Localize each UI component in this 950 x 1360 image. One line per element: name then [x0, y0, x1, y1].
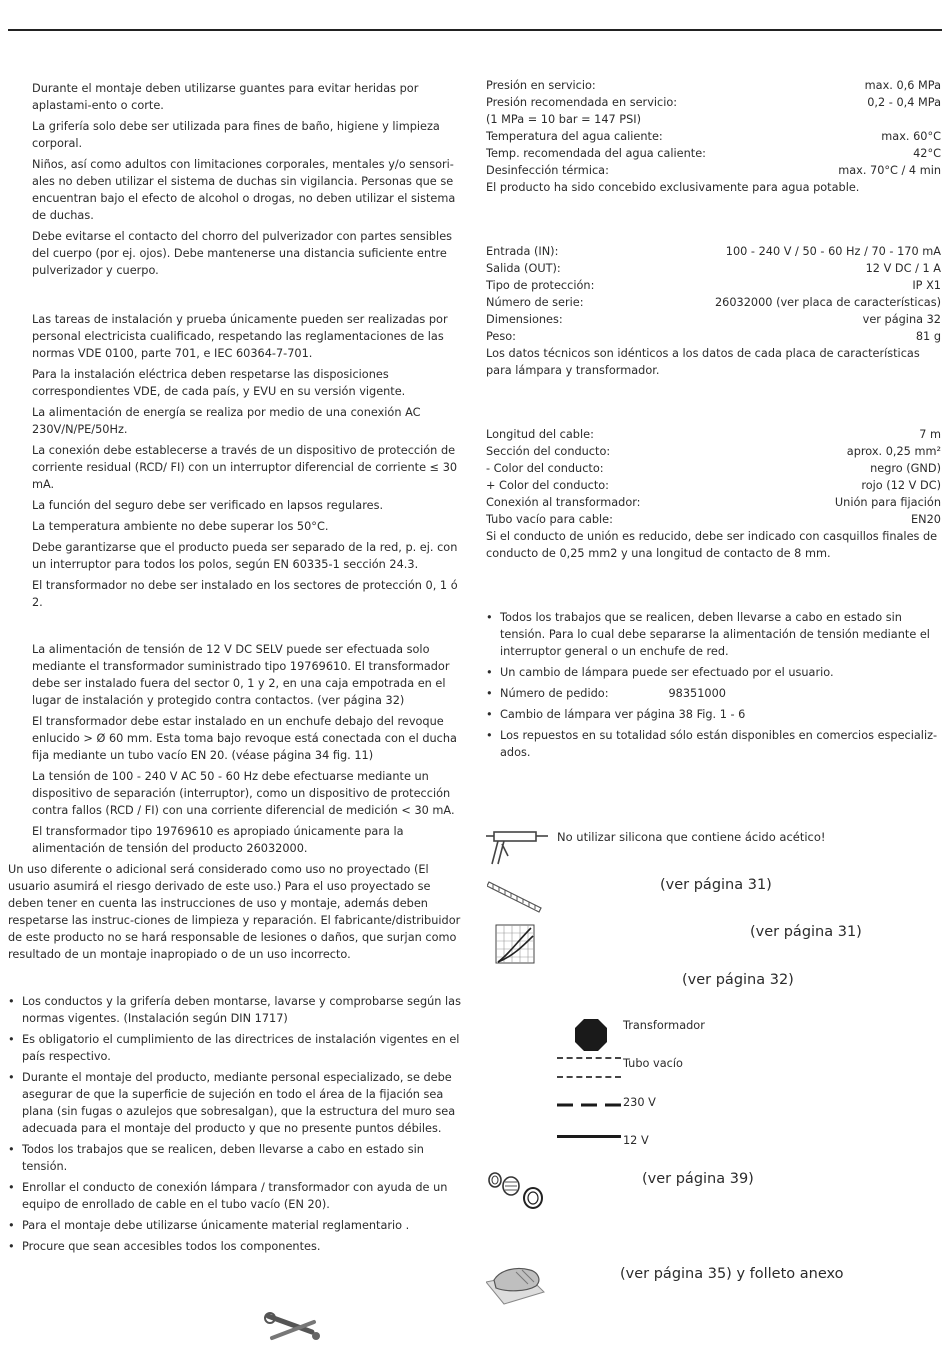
electrical-text: Las tareas de instalación y prueba únicamente pueden ser realizadas por personal electricista cualificado, respetando las reglamentaciones de las normas VDE 0100, parte 701, e IEC 60364-7-701.	[32, 313, 448, 360]
intended-use-text: Un uso diferente o adicional será considerado como uso no proyectado (El usuario asumirá el riesgo derivado de este uso.) Para el uso proyectado se deben tener en cuenta las instrucciones de uso y montaje, además deben respetarse las instruc-ciones de limpieza y reparación. El fabricante/distribuidor de este producto no se hará responsable de lesiones o daños, que surjan como resultado de un montaje inapropiado o de un uso incorrecto.	[8, 863, 461, 961]
spec-label: Sección del conducto:	[486, 445, 611, 458]
spec-label: + Color del conducto:	[486, 479, 609, 492]
spec-label: Temp. recomendada del agua caliente:	[486, 147, 706, 160]
safety-text: Debe evitarse el contacto del chorro del pulverizador con partes sensibles del cuerpo (por ej. ojos). Debe mantenerse una distancia suficiente entre pulverizador y cuerpo.	[32, 230, 453, 277]
silicone-gun-icon	[486, 828, 554, 873]
top-rule	[8, 29, 942, 31]
safety-text: Niños, así como adultos con limitaciones corporales, mentales y/o sensori-ales no deben utilizar el sistema de duchas sin vigilancia. Personas que se encuentran bajo el efecto de alcohol o drogas, no deben utilizar el sistema de duchas.	[32, 158, 456, 222]
lamp-list	[486, 609, 941, 761]
supply-text: El transformador tipo 19769610 es apropiado únicamente para la alimentación de tensión del producto 26032000.	[32, 825, 404, 855]
electrical-text: La función del seguro debe ser verificado en lapsos regulares.	[32, 499, 384, 512]
installation-list	[8, 993, 466, 1255]
ruler-icon	[487, 878, 543, 919]
table-row	[486, 260, 941, 277]
left-column	[8, 80, 466, 1259]
spec-value: Unión para fijación	[834, 496, 941, 509]
list-item	[486, 685, 941, 702]
list-item: • Los conductos y la grifería deben montarse, lavarse y comprobarse según las normas vigentes. (Instalación según DIN 1717)	[8, 993, 466, 1027]
spec-value: 42°C	[913, 147, 941, 160]
spec-value: ver página 32	[862, 313, 941, 326]
list-item: • Durante el montaje del producto, mediante personal especializado, se debe asegurar de que la superficie de sujeción en todo el área de la fijación sea plana (sin fugas o azulejos que sobresalgan), que la estructura del muro sea adecuada para el montaje del producto y que no presente puntos débiles.	[8, 1069, 466, 1137]
list-item: • Para el montaje debe utilizarse únicamente material reglamentario .	[8, 1217, 466, 1234]
electrical-text: El transformador no debe ser instalado en los sectores de protección 0, 1 ó 2.	[32, 579, 458, 609]
table-row	[486, 311, 941, 328]
technical-data	[486, 77, 941, 196]
spec-label: Conexión al transformador:	[486, 496, 641, 509]
spec-label: Tipo de protección:	[486, 279, 595, 292]
safety-text: Durante el montaje deben utilizarse guantes para evitar heridas por aplastami-ento o corte.	[32, 82, 419, 112]
spec-label: Salida (OUT):	[486, 262, 561, 275]
spec-value: max. 70°C / 4 min	[838, 164, 941, 177]
spec-value: 7 m	[919, 428, 941, 441]
table-row	[486, 111, 941, 128]
spec-value: 100 - 240 V / 50 - 60 Hz / 70 - 170 mA	[725, 245, 941, 258]
spec-label: Longitud del cable:	[486, 428, 594, 441]
legend-conduit: Tubo vacío	[623, 1057, 683, 1070]
spec-value: max. 60°C	[881, 130, 941, 143]
table-row	[486, 145, 941, 162]
spec-label: Entrada (IN):	[486, 245, 559, 258]
spec-label: Temperatura del agua caliente:	[486, 130, 663, 143]
spec-label: - Color del conducto:	[486, 462, 604, 475]
spec-value: aprox. 0,25 mm²	[846, 445, 941, 458]
safety-text: La grifería solo debe ser utilizada para fines de baño, higiene y limpieza corporal.	[32, 120, 440, 150]
table-row	[486, 460, 941, 477]
electrical-text: Para la instalación eléctrica deben respetarse las disposiciones correspondientes VDE, de cada país, y EVU en su versión vigente.	[32, 368, 406, 398]
silicone-warning: No utilizar silicona que contiene ácido acético!	[557, 830, 826, 844]
transformer-symbol-icon	[574, 1018, 608, 1057]
spec-value: 0,2 - 0,4 MPa	[867, 96, 941, 109]
cable-data	[486, 426, 941, 562]
order-label: Número de pedido:	[500, 687, 609, 700]
spec-value: IP X1	[912, 279, 941, 292]
spec-label: Número de serie:	[486, 296, 584, 309]
right-column	[486, 77, 941, 765]
spec-value: 12 V DC / 1 A	[865, 262, 941, 275]
electrical-note: Los datos técnicos son idénticos a los datos de cada placa de características para lámpara y transformador.	[486, 347, 920, 377]
safety-section	[8, 80, 466, 279]
spec-label: Dimensiones:	[486, 313, 563, 326]
list-item: • Procure que sean accesibles todos los componentes.	[8, 1238, 466, 1255]
list-item: • Enrollar el conducto de conexión lámpara / transformador con ayuda de un equipo de enrollado de cable en el tubo vacío (EN 20).	[8, 1179, 466, 1213]
list-item: • Cambio de lámpara ver página 38 Fig. 1 - 6	[486, 706, 941, 723]
spec-value: 81 g	[915, 330, 941, 343]
supply-text: El transformador debe estar instalado en un enchufe debajo del revoque enlucido > Ø 60 mm. Esta toma bajo revoque está conectada con el ducha fija mediante un tubo vacío EN 20. (véase página 34 fig. 11)	[32, 715, 457, 762]
tools-icon	[262, 1310, 322, 1351]
table-row	[486, 94, 941, 111]
electrical-text: La conexión debe establecerse a través de un dispositivo de protección de corriente residual (RCD/ FI) con un interruptor diferencial de corriente ≤ 30 mA.	[32, 444, 458, 491]
legend-230v: 230 V	[623, 1096, 656, 1109]
spec-value: EN20	[911, 513, 941, 526]
legend-12v: 12 V	[623, 1134, 649, 1147]
table-row	[486, 426, 941, 443]
spec-label: Peso:	[486, 330, 516, 343]
electrical-text: Debe garantizarse que el producto pueda ser separado de la red, p. ej. con un interruptor para todos los polos, según EN 60335-1 sección 24.3.	[32, 541, 458, 571]
dimensions-ref: (ver página 31)	[660, 877, 772, 893]
spec-label: Presión en servicio:	[486, 79, 596, 92]
table-row	[486, 277, 941, 294]
cable-note: Si el conducto de unión es reducido, debe ser indicado con casquillos finales de conducto de 0,25 mm2 y una longitud de contacto de 8 mm.	[486, 530, 938, 560]
spec-value: max. 0,6 MPa	[864, 79, 941, 92]
table-row	[486, 162, 941, 179]
spec-label: Desinfección térmica:	[486, 164, 609, 177]
electrical-section	[8, 311, 466, 611]
table-row	[486, 77, 941, 94]
list-item: • Es obligatorio el cumplimiento de las directrices de instalación vigentes en el país respectivo.	[8, 1031, 466, 1065]
conduit-line-icon	[557, 1057, 621, 1059]
care-ref: (ver página 35) y folleto anexo	[620, 1266, 844, 1282]
flow-diagram-icon	[495, 924, 535, 969]
spare-parts-icon	[487, 1170, 545, 1215]
spec-label: (1 MPa = 10 bar = 147 PSI)	[486, 113, 642, 126]
cleaning-hand-icon	[486, 1262, 546, 1311]
spec-value: negro (GND)	[870, 462, 941, 475]
table-row	[486, 477, 941, 494]
table-row	[486, 294, 941, 311]
legend-transformer: Transformador	[623, 1019, 705, 1032]
line-12v-icon	[557, 1135, 621, 1138]
technical-note: El producto ha sido concebido exclusivamente para agua potable.	[486, 181, 860, 194]
order-number: 98351000	[668, 687, 726, 700]
electrical-text: La temperatura ambiente no debe superar los 50°C.	[32, 520, 329, 533]
table-row	[486, 128, 941, 145]
page32-ref: (ver página 32)	[682, 972, 794, 988]
list-item: • Un cambio de lámpara puede ser efectuado por el usuario.	[486, 664, 941, 681]
supply-section	[8, 641, 466, 857]
spare-parts-ref: (ver página 39)	[642, 1171, 754, 1187]
table-row	[486, 494, 941, 511]
spec-value: rojo (12 V DC)	[861, 479, 941, 492]
table-row	[486, 511, 941, 528]
list-item: • Los repuestos en su totalidad sólo están disponibles en comercios especializ-ados.	[486, 727, 941, 761]
spec-label: Presión recomendada en servicio:	[486, 96, 678, 109]
table-row	[486, 328, 941, 345]
supply-text: La alimentación de tensión de 12 V DC SELV puede ser efectuada solo mediante el transformador suministrado tipo 19769610. El transformador debe ser instalado fuera del sector 0, 1 y 2, en una caja empotrada en el lugar de instalación y protegido contra contactos. (ver página 32)	[32, 643, 450, 707]
electrical-text: La alimentación de energía se realiza por medio de una conexión AC 230V/N/PE/50Hz.	[32, 406, 421, 436]
list-item: • Todos los trabajos que se realicen, deben llevarse a cabo en estado sin tensión. Para lo cual debe separarse la alimentación de tensión mediante el interruptor general o un enchufe de red.	[486, 609, 941, 660]
flow-diagram-ref: (ver página 31)	[750, 924, 862, 940]
spec-value: 26032000 (ver placa de características)	[715, 296, 941, 309]
spec-label: Tubo vacío para cable:	[486, 513, 613, 526]
table-row	[486, 243, 941, 260]
line-230v-icon	[557, 1096, 621, 1113]
electrical-data	[486, 243, 941, 379]
conduit-line-icon	[557, 1076, 621, 1078]
supply-text: La tensión de 100 - 240 V AC 50 - 60 Hz debe efectuarse mediante un dispositivo de separación (interruptor), como un dispositivo de protección contra fallos (RCD / FI) con una corriente diferencial de medición < 30 mA.	[32, 770, 455, 817]
table-row	[486, 443, 941, 460]
list-item: • Todos los trabajos que se realicen, deben llevarse a cabo en estado sin tensión.	[8, 1141, 466, 1175]
